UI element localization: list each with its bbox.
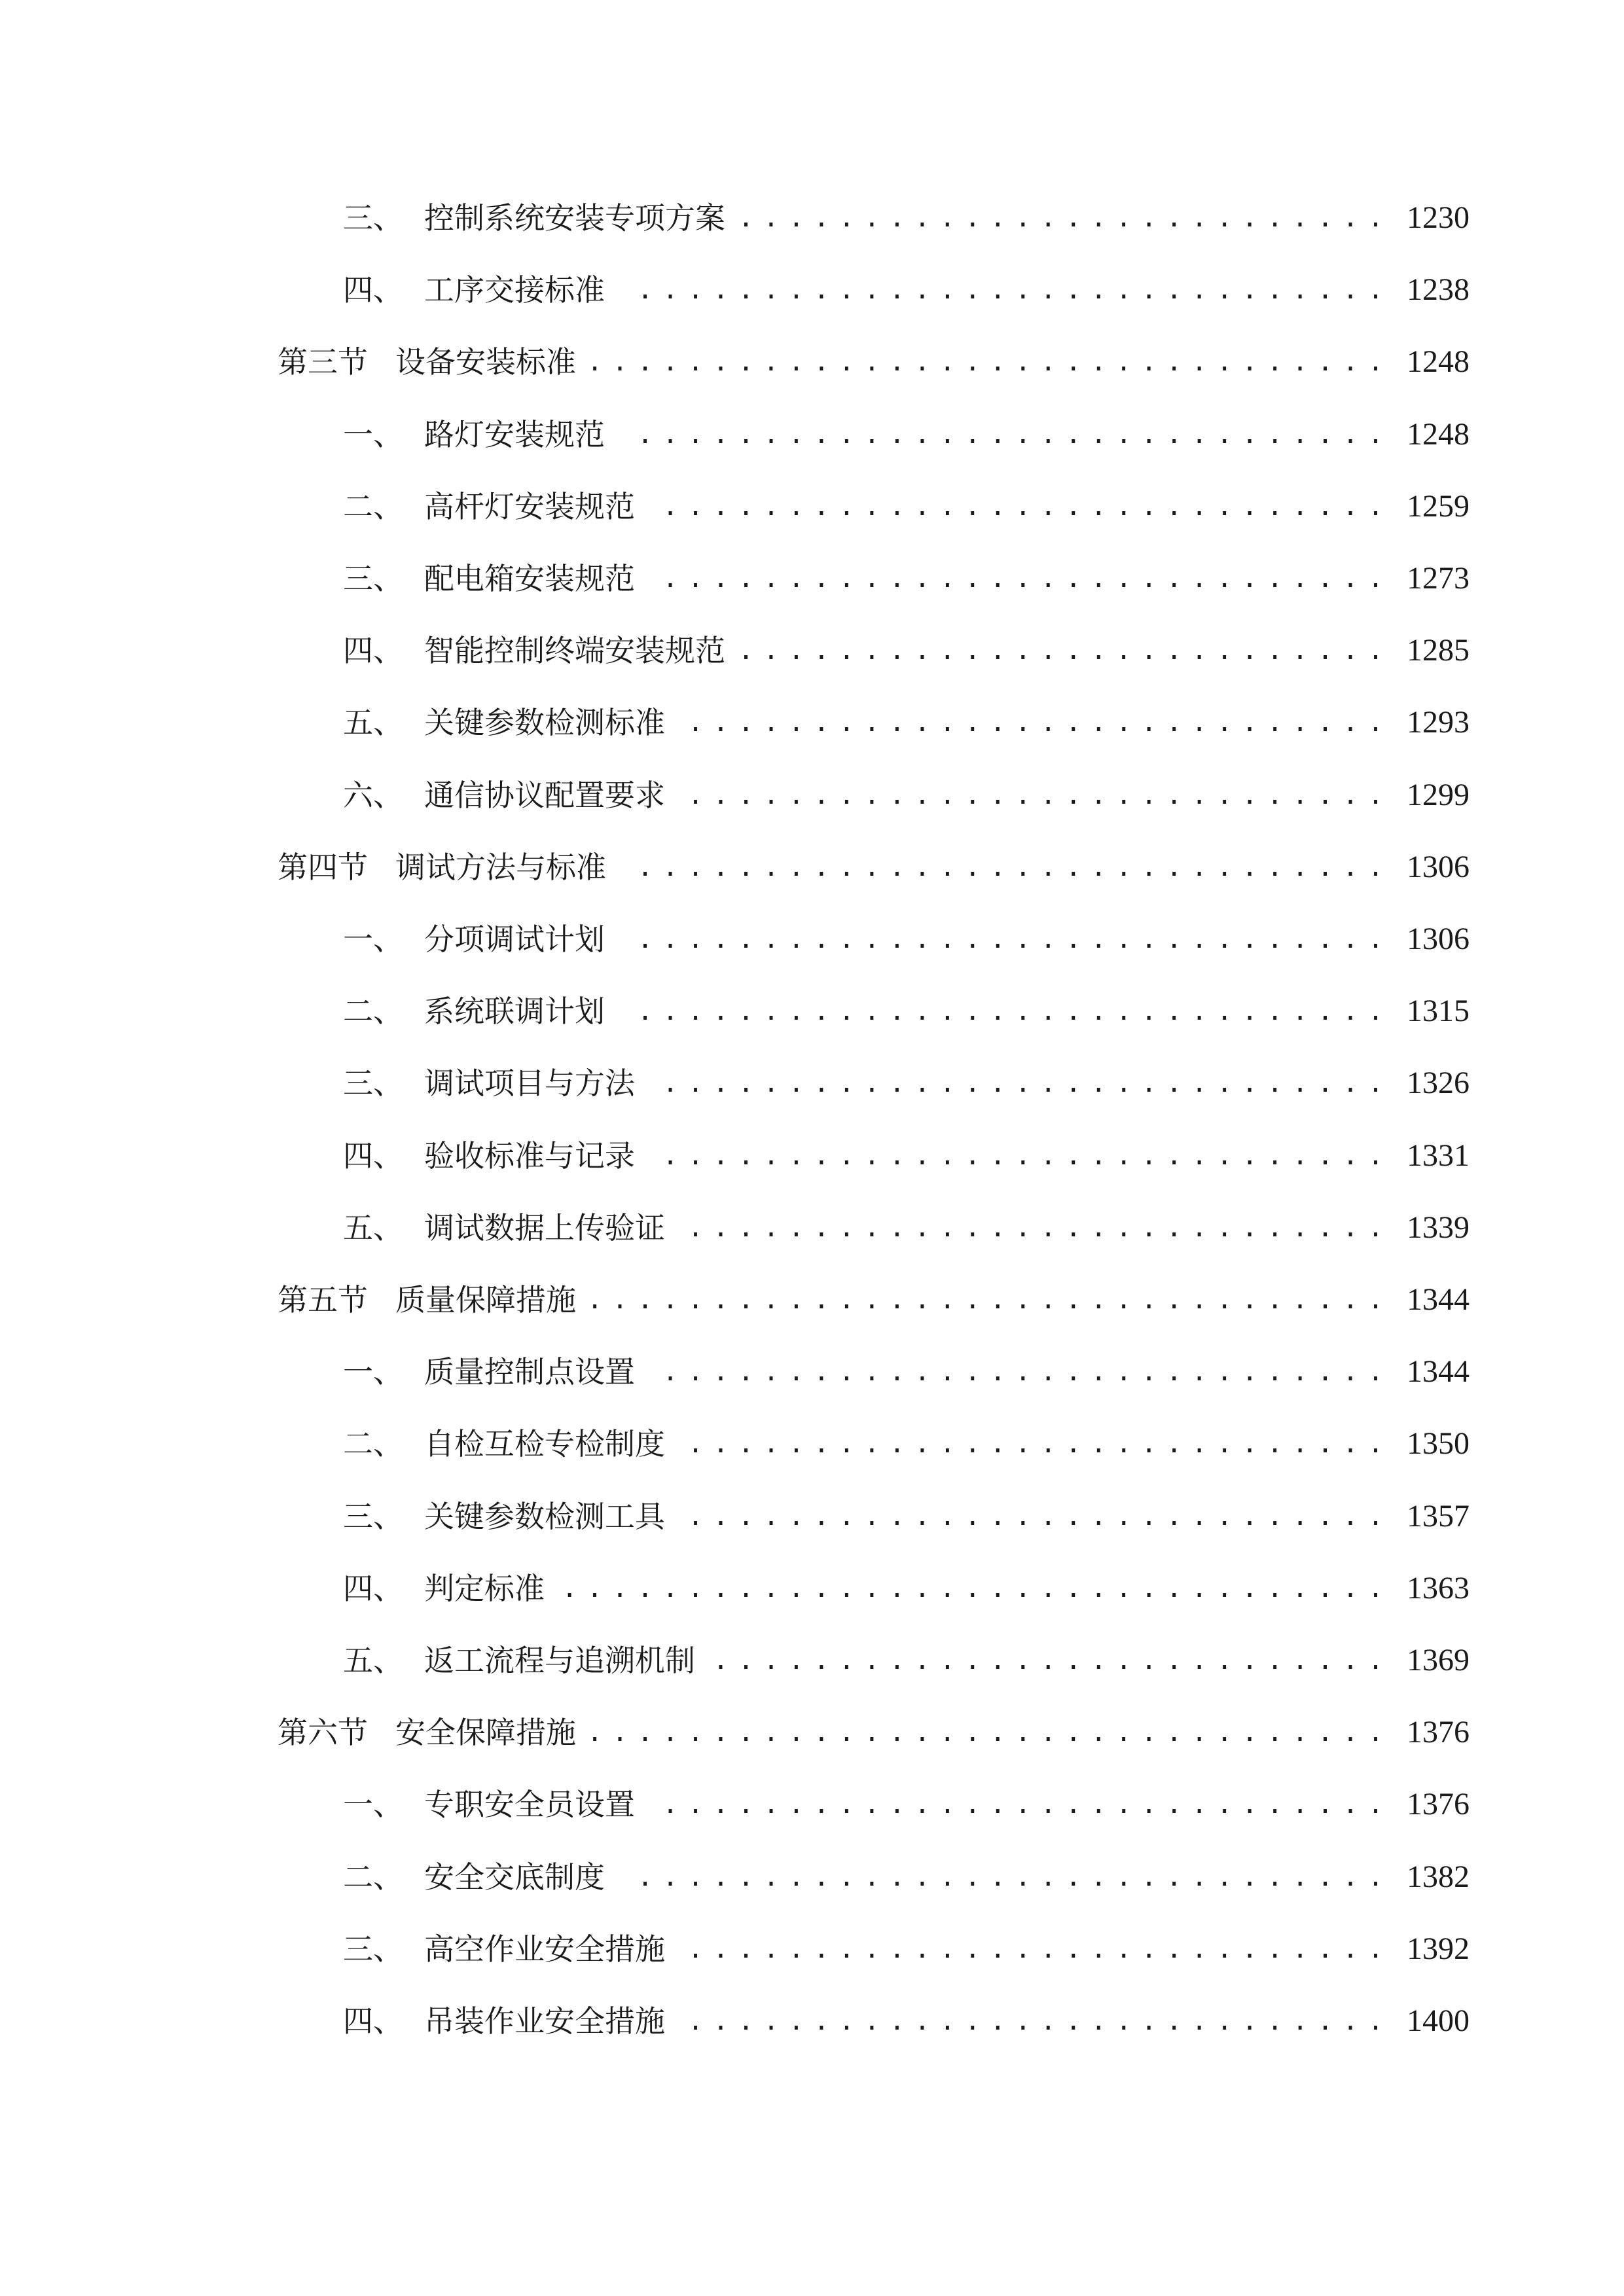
toc-entry-number: 四、	[343, 633, 403, 669]
toc-page-number: 1400	[1407, 2003, 1470, 2038]
toc-page-number: 1344	[1407, 1354, 1470, 1390]
toc-entry-number: 三、	[343, 1498, 403, 1534]
toc-entry-number: 六、	[343, 777, 403, 813]
toc-page-number: 1293	[1407, 705, 1470, 740]
toc-entry-number: 五、	[343, 1210, 403, 1246]
toc-entry-number: 三、	[343, 561, 403, 596]
toc-leader-dots: ..............................	[637, 852, 1393, 882]
toc-entry-title: 关键参数检测标准	[424, 705, 665, 741]
toc-entry-title: 配电箱安装规范	[424, 561, 635, 596]
toc-subsection-entry[interactable]	[0, 1130, 1624, 1182]
toc-subsection-entry[interactable]	[0, 769, 1624, 821]
toc-subsection-entry[interactable]	[0, 1057, 1624, 1109]
toc-entry-title: 调试数据上传验证	[424, 1210, 665, 1246]
toc-entry-title: 系统联调计划	[424, 994, 605, 1030]
toc-subsection-entry[interactable]	[0, 408, 1624, 461]
toc-page-number: 1363	[1407, 1570, 1470, 1605]
toc-entry-title: 验收标准与记录	[424, 1138, 635, 1174]
toc-leader-dots: .............................	[662, 1789, 1393, 1820]
toc-entry-title: 高空作业安全措施	[424, 1931, 665, 1967]
toc-entry-title: 工序交接标准	[424, 272, 605, 308]
toc-entry-number: 三、	[343, 200, 403, 236]
toc-section-entry[interactable]	[0, 1274, 1624, 1326]
toc-entry-title: 关键参数检测工具	[424, 1498, 665, 1534]
toc-leader-dots: ............................	[687, 1933, 1393, 1964]
toc-section-entry[interactable]	[0, 336, 1624, 388]
toc-leader-dots: ............................	[687, 708, 1393, 738]
toc-entry-title: 控制系统安装专项方案	[424, 200, 725, 236]
toc-entry-number: 四、	[343, 1138, 403, 1174]
toc-page-number: 1248	[1407, 416, 1470, 452]
toc-page-number: 1230	[1407, 200, 1470, 235]
toc-leader-dots: ................................	[586, 347, 1393, 378]
toc-entry-title: 通信协议配置要求	[424, 777, 665, 813]
toc-page-number: 1259	[1407, 488, 1470, 524]
toc-entry-number: 一、	[343, 416, 403, 452]
toc-entry-number: 二、	[343, 488, 403, 524]
toc-entry-title: 吊装作业安全措施	[424, 2003, 665, 2039]
toc-leader-dots: .................................	[562, 1573, 1393, 1604]
toc-page-number: 1285	[1407, 633, 1470, 668]
toc-subsection-entry[interactable]	[0, 1995, 1624, 2047]
toc-leader-dots: .............................	[662, 1068, 1393, 1099]
toc-entry-title: 调试方法与标准	[395, 849, 606, 885]
toc-leader-dots: ............................	[687, 1501, 1393, 1532]
toc-subsection-entry[interactable]	[0, 1778, 1624, 1831]
toc-page-number: 1299	[1407, 777, 1470, 812]
toc-entry-number: 第四节	[278, 849, 368, 885]
toc-page-number: 1357	[1407, 1498, 1470, 1534]
toc-subsection-entry[interactable]	[0, 624, 1624, 677]
toc-leader-dots: ..............................	[637, 419, 1393, 450]
toc-entry-title: 安全保障措施	[395, 1715, 576, 1751]
toc-leader-dots: ............................	[687, 1429, 1393, 1460]
toc-subsection-entry[interactable]	[0, 696, 1624, 749]
toc-leader-dots: ................................	[586, 1717, 1393, 1748]
toc-entry-title: 专职安全员设置	[424, 1787, 635, 1823]
toc-subsection-entry[interactable]	[0, 192, 1624, 244]
toc-page-number: 1306	[1407, 849, 1470, 884]
toc-entry-title: 质量保障措施	[395, 1282, 576, 1318]
toc-entry-title: 质量控制点设置	[424, 1354, 635, 1390]
toc-page-number: 1238	[1407, 272, 1470, 308]
toc-section-entry[interactable]	[0, 1706, 1624, 1759]
toc-subsection-entry[interactable]	[0, 264, 1624, 316]
toc-page-number: 1315	[1407, 994, 1470, 1029]
toc-leader-dots: .............................	[662, 1140, 1393, 1171]
toc-subsection-entry[interactable]	[0, 913, 1624, 965]
toc-page-number: 1339	[1407, 1210, 1470, 1245]
toc-subsection-entry[interactable]	[0, 1634, 1624, 1687]
toc-leader-dots: ...........................	[712, 1645, 1393, 1676]
toc-leader-dots: ..........................	[738, 203, 1393, 233]
toc-leader-dots: ..............................	[637, 924, 1393, 954]
toc-leader-dots: ..............................	[637, 996, 1393, 1027]
toc-subsection-entry[interactable]	[0, 1202, 1624, 1254]
toc-entry-number: 四、	[343, 272, 403, 308]
toc-leader-dots: ................................	[586, 1285, 1393, 1315]
toc-entry-title: 返工流程与追溯机制	[424, 1643, 695, 1678]
toc-entry-number: 一、	[343, 1787, 403, 1823]
toc-entry-number: 第三节	[278, 344, 368, 380]
toc-entry-number: 一、	[343, 922, 403, 957]
toc-leader-dots: .............................	[662, 564, 1393, 594]
toc-entry-title: 判定标准	[424, 1570, 545, 1606]
toc-subsection-entry[interactable]	[0, 985, 1624, 1037]
toc-entry-number: 五、	[343, 705, 403, 741]
toc-entry-number: 五、	[343, 1643, 403, 1678]
toc-leader-dots: ............................	[687, 1212, 1393, 1243]
toc-page-number: 1331	[1407, 1138, 1470, 1173]
toc-entry-number: 第五节	[278, 1282, 368, 1318]
toc-subsection-entry[interactable]	[0, 1851, 1624, 1903]
toc-leader-dots: ..........................	[738, 636, 1393, 666]
toc-page-number: 1273	[1407, 561, 1470, 596]
toc-entry-number: 二、	[343, 994, 403, 1030]
toc-leader-dots: .............................	[662, 491, 1393, 522]
toc-entry-title: 分项调试计划	[424, 922, 605, 957]
toc-page-number: 1376	[1407, 1715, 1470, 1750]
toc-page-number: 1369	[1407, 1643, 1470, 1677]
toc-entry-title: 自检互检专检制度	[424, 1426, 665, 1462]
toc-leader-dots: ..............................	[637, 1861, 1393, 1892]
toc-entry-number: 四、	[343, 2003, 403, 2039]
toc-entry-title: 路灯安装规范	[424, 416, 605, 452]
toc-page-number: 1350	[1407, 1426, 1470, 1462]
toc-subsection-entry[interactable]	[0, 1490, 1624, 1543]
toc-leader-dots: ..............................	[637, 275, 1393, 306]
toc-entry-title: 安全交底制度	[424, 1859, 605, 1895]
toc-entry-number: 三、	[343, 1066, 403, 1102]
toc-leader-dots: ............................	[687, 2006, 1393, 2036]
toc-subsection-entry[interactable]	[0, 480, 1624, 533]
toc-entry-title: 智能控制终端安装规范	[424, 633, 725, 669]
toc-page-number: 1326	[1407, 1066, 1470, 1101]
toc-page-number: 1382	[1407, 1859, 1470, 1894]
toc-subsection-entry[interactable]	[0, 1562, 1624, 1615]
toc-entry-number: 二、	[343, 1859, 403, 1895]
toc-entry-title: 高杆灯安装规范	[424, 488, 635, 524]
toc-entry-number: 二、	[343, 1426, 403, 1462]
toc-section-entry[interactable]	[0, 841, 1624, 893]
toc-entry-number: 第六节	[278, 1715, 368, 1751]
toc-entry-title: 设备安装标准	[395, 344, 576, 380]
toc-subsection-entry[interactable]	[0, 1346, 1624, 1398]
toc-subsection-entry[interactable]	[0, 1418, 1624, 1470]
toc-subsection-entry[interactable]	[0, 552, 1624, 605]
toc-leader-dots: .............................	[662, 1357, 1393, 1388]
toc-page-number: 1248	[1407, 344, 1470, 380]
toc-leader-dots: ............................	[687, 780, 1393, 810]
toc-entry-number: 一、	[343, 1354, 403, 1390]
toc-entry-number: 三、	[343, 1931, 403, 1967]
toc-page-number: 1306	[1407, 922, 1470, 956]
toc-page-number: 1344	[1407, 1282, 1470, 1317]
toc-entry-number: 四、	[343, 1570, 403, 1606]
toc-entry-title: 调试项目与方法	[424, 1066, 635, 1102]
toc-subsection-entry[interactable]	[0, 1923, 1624, 1975]
toc-page-number: 1392	[1407, 1931, 1470, 1966]
toc-page-number: 1376	[1407, 1787, 1470, 1822]
